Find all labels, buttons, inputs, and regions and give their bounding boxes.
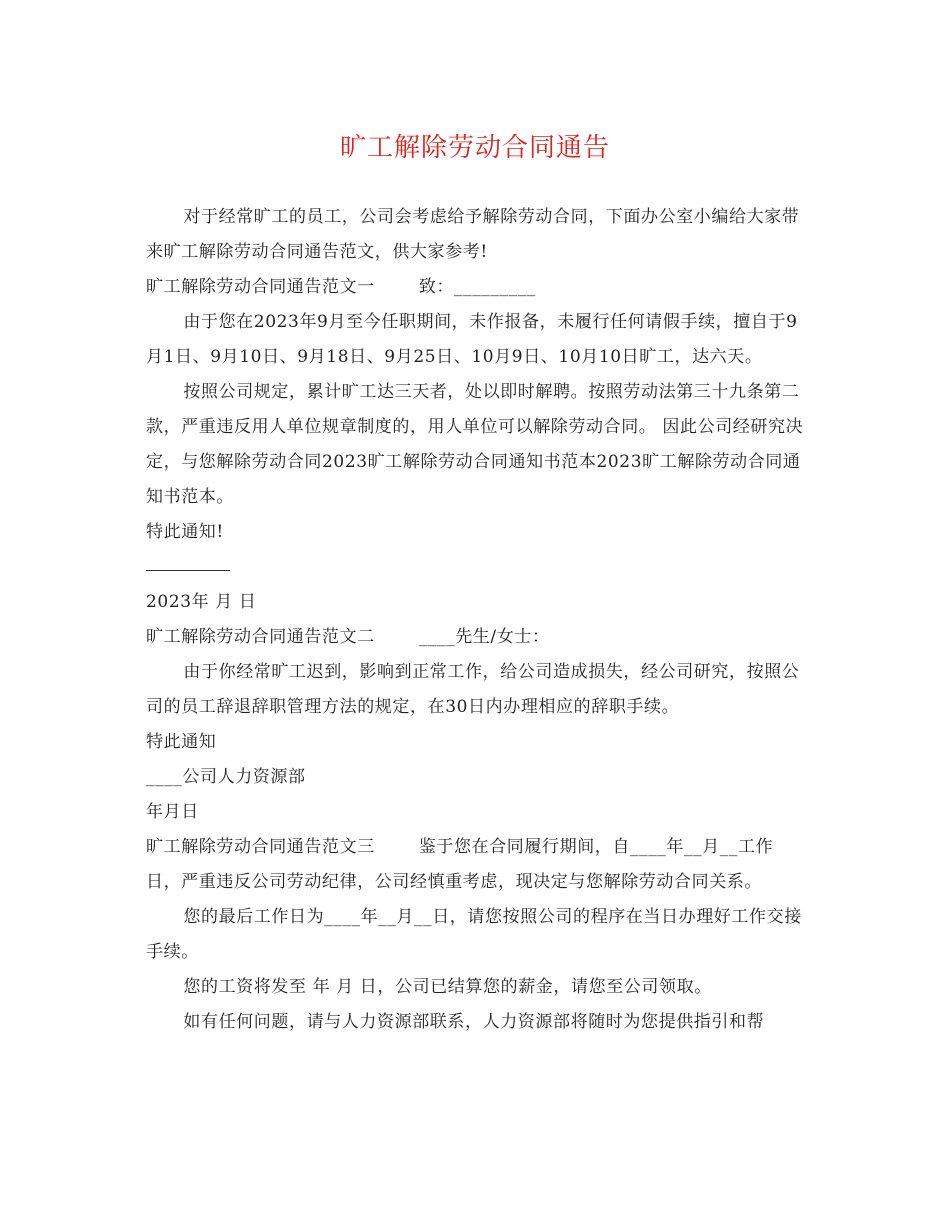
sample1-closing: 特此通知! bbox=[146, 522, 224, 542]
sample3-paragraph-1: 鉴于您在合同履行期间，自____年__月__工作日，严重违反公司劳动纪律，公司经慎重考虑，现决定与您解除劳动合同关系。 bbox=[146, 837, 774, 892]
sample1-signature-line bbox=[146, 550, 806, 585]
sample2-department: ____公司人力资源部 bbox=[146, 767, 306, 787]
document-title: 旷工解除劳动合同通告 bbox=[339, 133, 610, 163]
signature-blank bbox=[146, 550, 230, 571]
sample1-to-label: 致：_________ bbox=[418, 277, 536, 297]
sample1-heading-line bbox=[146, 270, 806, 305]
sample3-paragraph-2: 您的最后工作日为____年__月__日，请您按照公司的程序在当日办理好工作交接手续。 bbox=[146, 907, 802, 962]
sample2-paragraph-1: 由于你经常旷工迟到，影响到正常工作，给公司造成损失，经公司研究，按照公司的员工辞退辞职管理方法的规定，在30日内办理相应的辞职手续。 bbox=[146, 662, 800, 717]
intro-paragraph: 对于经常旷工的员工，公司会考虑给予解除劳动合同，下面办公室小编给大家带来旷工解除劳动合同通告范文，供大家参考! bbox=[146, 207, 800, 262]
sample2-to-label: ____先生/女士： bbox=[418, 627, 550, 647]
sample3-paragraph-3: 您的工资将发至 年 月 日，公司已结算您的薪金，请您至公司领取。 bbox=[183, 977, 712, 997]
sample1-heading: 旷工解除劳动合同通告范文一 bbox=[146, 277, 375, 297]
sample2-closing: 特此通知 bbox=[146, 732, 217, 752]
sample3-heading: 旷工解除劳动合同通告范文三 bbox=[146, 837, 375, 857]
sample3-paragraph-1-line bbox=[146, 830, 806, 900]
sample1-paragraph-1: 由于您在2023年9月至今任职期间，未作报备，未履行任何请假手续，擅自于9月1日、9月10日、9月18日、9月25日、10月9日、10月10日旷工，达六天。 bbox=[146, 312, 798, 367]
document-body bbox=[146, 200, 806, 1040]
sample2-date: 年月日 bbox=[146, 802, 199, 822]
sample2-heading-line bbox=[146, 620, 806, 655]
sample2-heading: 旷工解除劳动合同通告范文二 bbox=[146, 627, 375, 647]
sample1-date: 2023年 月 日 bbox=[146, 592, 257, 612]
sample3-paragraph-4: 如有任何问题，请与人力资源部联系，人力资源部将随时为您提供指引和帮 bbox=[183, 1012, 765, 1032]
sample1-paragraph-2: 按照公司规定，累计旷工达三天者，处以即时解聘。按照劳动法第三十九条第二款，严重违反用人单位规章制度的，用人单位可以解除劳动合同。 因此公司经研究决定，与您解除劳动合同2023旷工解除劳动合同通知书范本2023旷工解除劳动合同通知书范本。 bbox=[146, 382, 804, 507]
